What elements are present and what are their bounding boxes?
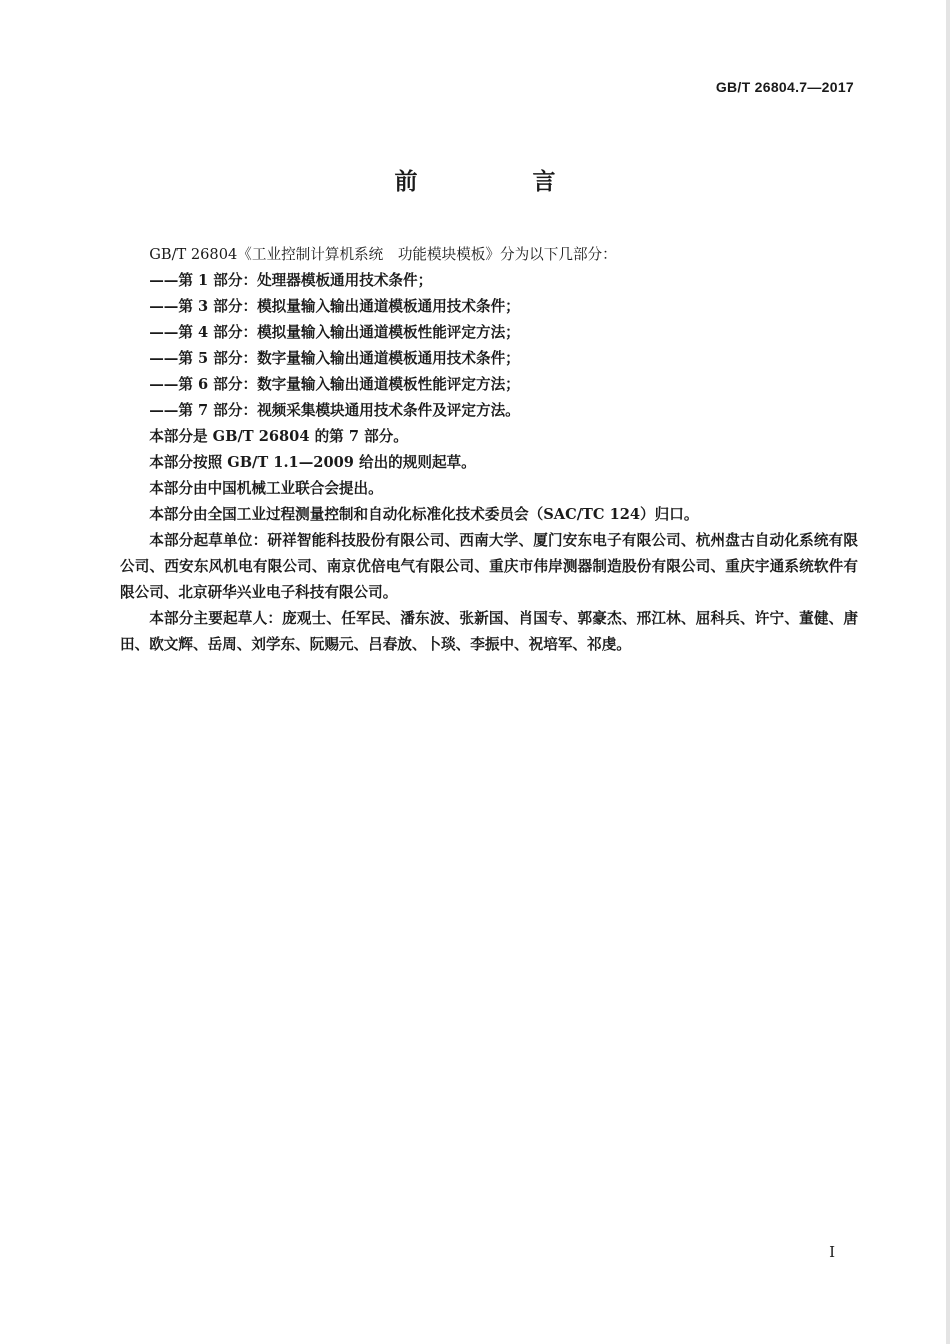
foreword-body <box>120 242 858 658</box>
part-item: ——第 5 部分：数字量输入输出通道模板通用技术条件； <box>149 350 520 367</box>
paragraph: 本部分由全国工业过程测量控制和自动化标准化技术委员会（SAC/TC 124）归口。 <box>149 506 699 523</box>
page-title: 前 言 <box>394 169 602 195</box>
part-item: ——第 7 部分：视频采集模块通用技术条件及评定方法。 <box>149 402 520 419</box>
part-item: ——第 4 部分：模拟量输入输出通道模板性能评定方法； <box>149 324 520 341</box>
page-edge <box>946 0 950 1344</box>
paragraph: 本部分是 GB/T 26804 的第 7 部分。 <box>149 428 408 445</box>
paragraph: 本部分由中国机械工业联合会提出。 <box>149 480 383 497</box>
part-item: ——第 6 部分：数字量输入输出通道模板性能评定方法； <box>149 376 520 393</box>
part-item: ——第 3 部分：模拟量输入输出通道模板通用技术条件； <box>149 298 520 315</box>
part-item: ——第 1 部分：处理器模板通用技术条件； <box>149 272 433 289</box>
intro-paragraph: GB/T 26804《工业控制计算机系统 功能模块模板》分为以下几部分： <box>149 246 617 263</box>
page-number: I <box>829 1243 835 1261</box>
standard-number: GB/T 26804.7—2017 <box>715 79 854 95</box>
drafters-paragraph: 本部分主要起草人：庞观士、任军民、潘东波、张新国、肖国专、郭豪杰、邢江林、屈科兵、许宁、董健、唐田、欧文辉、岳周、刘学东、阮赐元、吕春放、卜琰、李振中、祝培军、祁虔。 <box>120 610 858 653</box>
paragraph: 本部分按照 GB/T 1.1—2009 给出的规则起草。 <box>149 454 476 471</box>
drafting-units-paragraph: 本部分起草单位：研祥智能科技股份有限公司、西南大学、厦门安东电子有限公司、杭州盘古自动化系统有限公司、西安东风机电有限公司、南京优倍电气有限公司、重庆市伟岸测器制造股份有限公司、重庆宇通系统软件有限公司、北京研华兴业电子科技有限公司。 <box>120 532 858 601</box>
